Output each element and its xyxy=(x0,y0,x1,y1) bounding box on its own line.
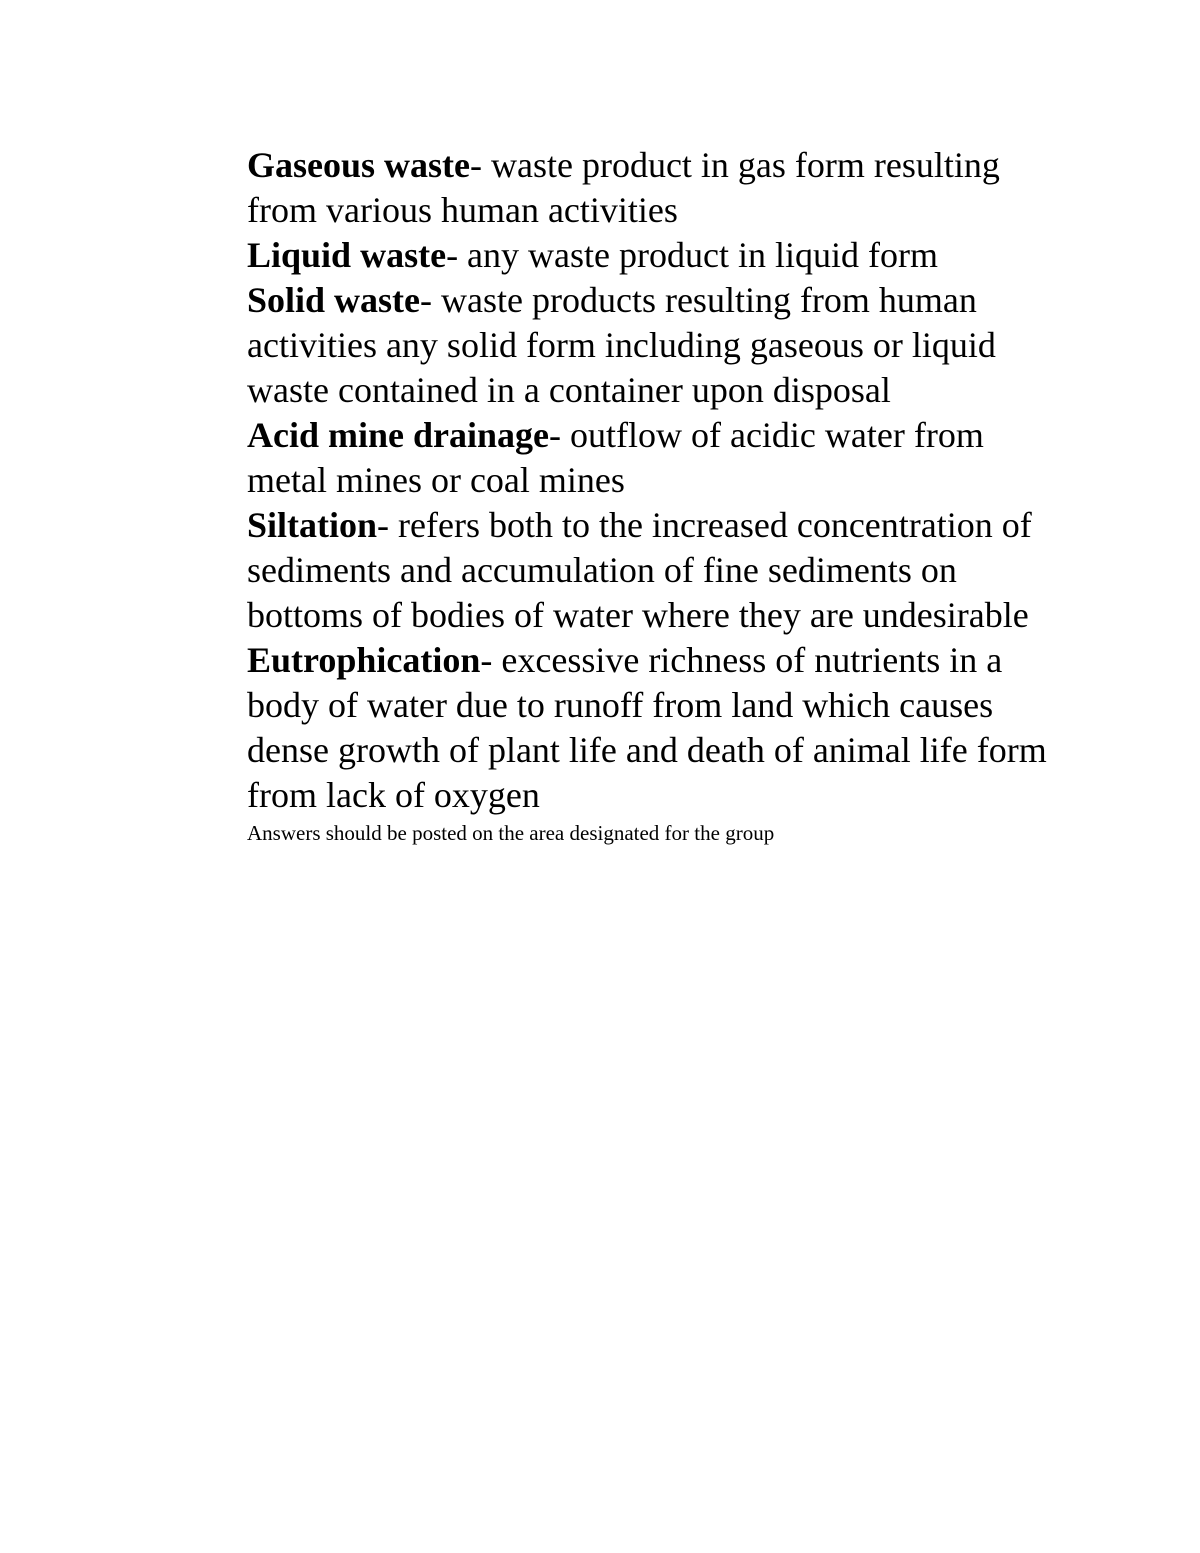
definition-entry-liquid-waste xyxy=(247,233,1067,278)
definition-entry-siltation xyxy=(247,503,1067,638)
definition-text: - excessive richness of nutrients in a body of water due to runoff from land which causes dense growth of plant life and death of animal life form from lack of oxygen xyxy=(247,640,1047,815)
definition-entry-acid-mine-drainage xyxy=(247,413,1067,503)
definition-entry-gaseous-waste xyxy=(247,143,1067,233)
definition-term: Solid waste xyxy=(247,280,421,320)
definition-term: Gaseous waste xyxy=(247,145,470,185)
definitions-list xyxy=(247,143,1067,848)
definition-entry-solid-waste xyxy=(247,278,1067,413)
definition-entry-eutrophication xyxy=(247,638,1067,818)
definition-term: Eutrophication xyxy=(247,640,481,680)
definition-text: - outflow of acidic water from metal mines or coal mines xyxy=(247,415,984,500)
definition-text: - waste product in gas form resulting from various human activities xyxy=(247,145,1000,230)
definition-term: Acid mine drainage xyxy=(247,415,549,455)
definition-text: - waste products resulting from human activities any solid form including gaseous or liquid waste contained in a container upon disposal xyxy=(247,280,996,410)
instruction-footnote: Answers should be posted on the area designated for the group xyxy=(247,821,775,845)
definition-term: Siltation xyxy=(247,505,378,545)
definition-term: Liquid waste xyxy=(247,235,447,275)
definition-text: - refers both to the increased concentration of sediments and accumulation of fine sediments on bottoms of bodies of water where they are undesirable xyxy=(247,505,1032,635)
definition-text: - any waste product in liquid form xyxy=(446,235,938,275)
